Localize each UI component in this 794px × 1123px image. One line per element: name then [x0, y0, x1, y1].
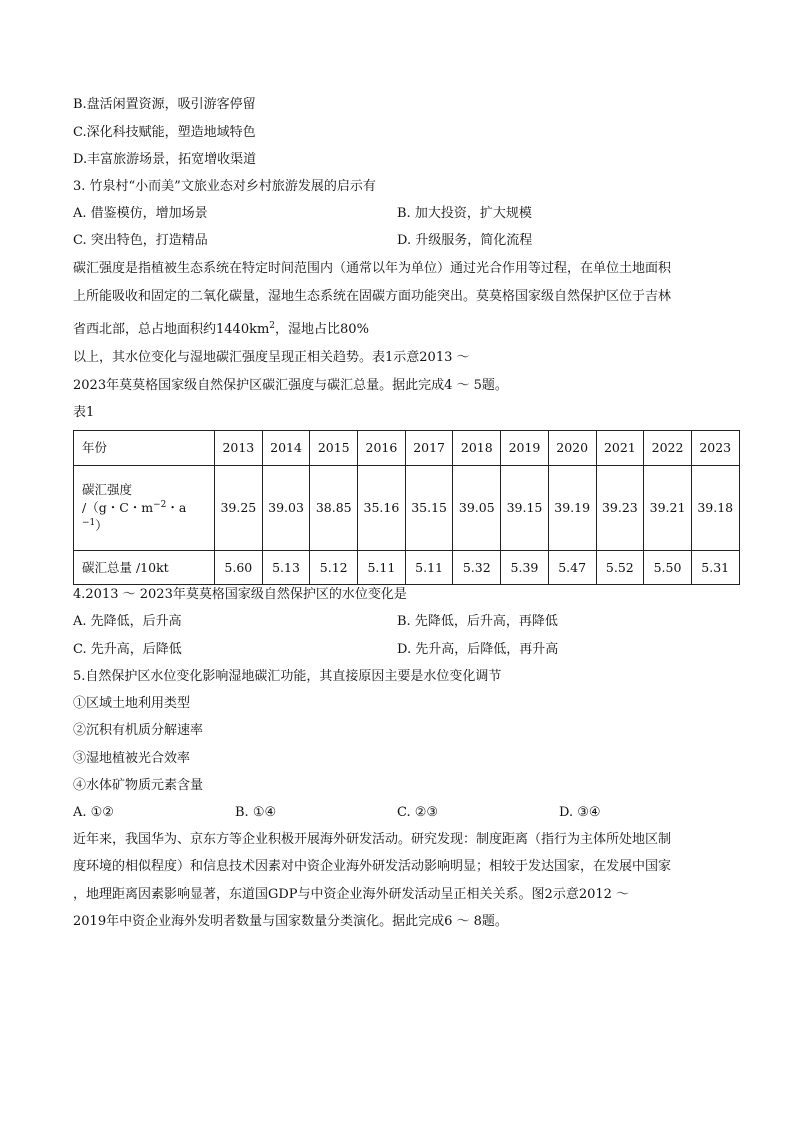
year-cell: 2015	[310, 431, 358, 466]
q3-option-c: C. 突出特色，打造精品	[73, 233, 208, 248]
table-caption: 表1	[73, 405, 95, 420]
q3-option-a: A. 借鉴模仿，增加场景	[73, 206, 208, 221]
q5-option-a: A. ①②	[73, 805, 114, 820]
total-cell: 5.47	[548, 551, 596, 585]
intensity-cell: 39.15	[501, 466, 549, 551]
passage2-line3: 省西北部，总占地面积约$1440km^2$，湿地占比80%	[73, 321, 369, 337]
intensity-cell: 39.23	[596, 466, 644, 551]
q2-option-b: B.盘活闲置资源，吸引游客停留	[73, 97, 256, 112]
q3-stem: 3. 竹泉村“小而美”文旅业态对乡村旅游发展的启示有	[73, 179, 376, 194]
year-cell: 2022	[644, 431, 692, 466]
intensity-cell: 39.03	[262, 466, 310, 551]
year-cell: 2013	[215, 431, 263, 466]
q5-stem: 5.自然保护区水位变化影响湿地碳汇功能，其直接原因主要是水位变化调节	[73, 669, 502, 684]
total-cell: 5.13	[262, 551, 310, 585]
q4-option-b: B. 先降低，后升高，再降低	[397, 614, 558, 629]
intensity-cell: 39.19	[548, 466, 596, 551]
passage2-line4: 以上，其水位变化与湿地碳汇强度呈现正相关趋势。表1示意2013 ～	[73, 350, 470, 365]
carbon-sink-table	[73, 430, 740, 585]
q5-item-4: ④水体矿物质元素含量	[73, 778, 204, 793]
year-cell: 2021	[596, 431, 644, 466]
total-cell: 5.50	[644, 551, 692, 585]
q5-item-3: ③湿地植被光合效率	[73, 751, 191, 766]
intensity-cell: 39.25	[215, 466, 263, 551]
q2-option-d: D.丰富旅游场景，拓宽增收渠道	[73, 152, 257, 167]
total-cell: 5.60	[215, 551, 263, 585]
intensity-cell: 35.16	[358, 466, 406, 551]
passage3-line1: 近年来，我国华为、京东方等企业积极开展海外研发活动。研究发现：制度距离（指行为主体所处地区制	[73, 832, 672, 847]
year-cell: 2023	[691, 431, 739, 466]
total-label: 碳汇总量 /10kt	[74, 551, 215, 585]
total-cell: 5.52	[596, 551, 644, 585]
passage3-line3: ，地理距离因素影响显著，东道国GDP与中资企业海外研发活动呈正相关关系。图2示意2012 ～	[73, 887, 630, 902]
year-cell: 2014	[262, 431, 310, 466]
q3-option-b: B. 加大投资，扩大规模	[397, 206, 532, 221]
q5-item-2: ②沉积有机质分解速率	[73, 723, 204, 738]
total-cell: 5.32	[453, 551, 501, 585]
q5-item-1: ①区域土地利用类型	[73, 696, 191, 711]
total-cell: 5.11	[358, 551, 406, 585]
passage3-line2: 度环境的相似程度）和信息技术因素对中资企业海外研发活动影响明显；相较于发达国家，在发展中国家	[73, 859, 672, 874]
q2-option-c: C.深化科技赋能，塑造地域特色	[73, 125, 256, 140]
q5-option-d: D. ③④	[559, 805, 601, 820]
year-header: 年份	[74, 431, 215, 466]
year-cell: 2016	[358, 431, 406, 466]
intensity-cell: 39.05	[453, 466, 501, 551]
total-cell: 5.31	[691, 551, 739, 585]
q5-option-c: C. ②③	[397, 805, 439, 820]
table-row-years	[74, 431, 740, 466]
year-cell: 2017	[405, 431, 453, 466]
q4-stem: 4.2013 ～ 2023年莫莫格国家级自然保护区的水位变化是	[73, 587, 407, 602]
intensity-label: 碳汇强度 /（g・C・$m^{-2}$・a $^{-1}$）	[74, 466, 215, 551]
intensity-cell: 38.85	[310, 466, 358, 551]
year-cell: 2019	[501, 431, 549, 466]
q5-option-b: B. ①④	[235, 805, 277, 820]
q4-option-c: C. 先升高，后降低	[73, 642, 182, 657]
total-cell: 5.39	[501, 551, 549, 585]
table-row-intensity	[74, 466, 740, 551]
passage2-line2: 上所能吸收和固定的二氧化碳量，湿地生态系统在固碳方面功能突出。莫莫格国家级自然保护区位于吉林	[73, 289, 672, 304]
total-cell: 5.12	[310, 551, 358, 585]
intensity-cell: 39.21	[644, 466, 692, 551]
q4-option-a: A. 先降低，后升高	[73, 614, 182, 629]
q4-option-d: D. 先升高，后降低，再升高	[397, 642, 559, 657]
passage2-line1: 碳汇强度是指植被生态系统在特定时间范围内（通常以年为单位）通过光合作用等过程，在单位土地面积	[73, 261, 672, 276]
intensity-cell: 39.18	[691, 466, 739, 551]
passage2-line5: 2023年莫莫格国家级自然保护区碳汇强度与碳汇总量。据此完成4 ～ 5题。	[73, 378, 508, 393]
q3-option-d: D. 升级服务，简化流程	[397, 233, 533, 248]
total-cell: 5.11	[405, 551, 453, 585]
table-row-total	[74, 551, 740, 585]
intensity-cell: 35.15	[405, 466, 453, 551]
passage3-line4: 2019年中资企业海外发明者数量与国家数量分类演化。据此完成6 ～ 8题。	[73, 914, 508, 929]
year-cell: 2020	[548, 431, 596, 466]
year-cell: 2018	[453, 431, 501, 466]
